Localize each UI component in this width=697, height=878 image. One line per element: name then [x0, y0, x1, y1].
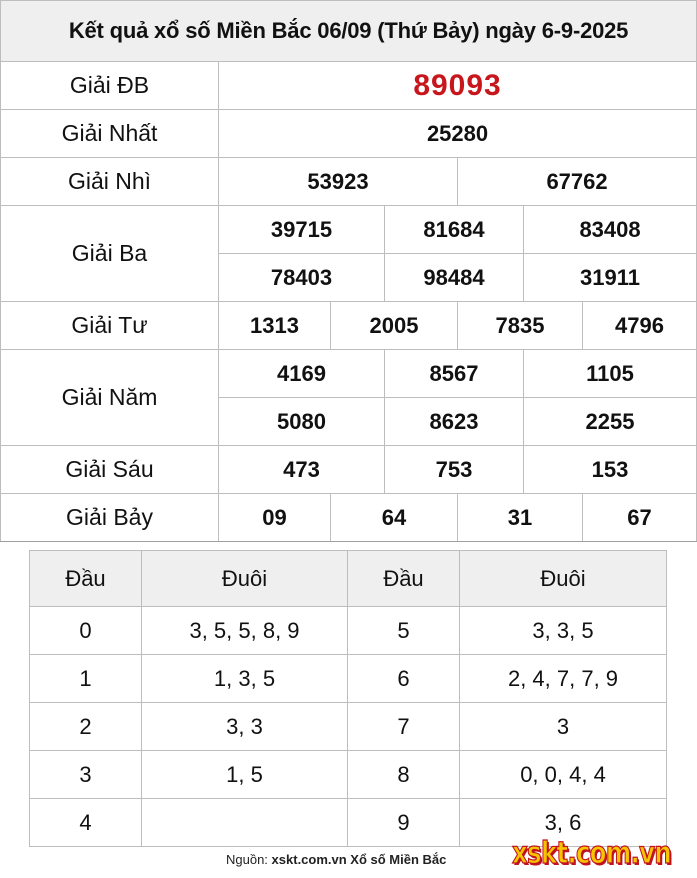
prize-number: 81684 — [385, 206, 524, 254]
prize-number: 753 — [385, 446, 524, 494]
prize-number: 8623 — [385, 398, 524, 446]
loto-row — [30, 607, 667, 655]
column-header-dau: Đầu — [30, 551, 142, 607]
prize-row-bay — [1, 494, 697, 542]
special-prize-number: 89093 — [219, 62, 697, 110]
prize-row-sau — [1, 446, 697, 494]
prize-label-ba: Giải Ba — [1, 206, 219, 302]
loto-row — [30, 751, 667, 799]
prize-number: 5080 — [219, 398, 385, 446]
prize-number: 473 — [219, 446, 385, 494]
duoi-cell: 3, 6 — [460, 799, 667, 847]
prize-number: 67762 — [458, 158, 697, 206]
loto-header-row — [30, 551, 667, 607]
site-logo[interactable]: xskt.com.vn — [512, 836, 671, 871]
column-header-duoi: Đuôi — [142, 551, 348, 607]
prize-label-db: Giải ĐB — [1, 62, 219, 110]
prize-label-nam: Giải Năm — [1, 350, 219, 446]
prize-number: 78403 — [219, 254, 385, 302]
source-credit — [226, 852, 446, 867]
dau-cell: 6 — [348, 655, 460, 703]
prize-number: 2005 — [331, 302, 458, 350]
prize-label-nhat: Giải Nhất — [1, 110, 219, 158]
prize-number: 25280 — [219, 110, 697, 158]
duoi-cell: 3, 3, 5 — [460, 607, 667, 655]
prize-number: 8567 — [385, 350, 524, 398]
dau-cell: 5 — [348, 607, 460, 655]
prize-number: 39715 — [219, 206, 385, 254]
prize-number: 153 — [524, 446, 697, 494]
page-title: Kết quả xổ số Miền Bắc 06/09 (Thứ Bảy) ngày 6-9-2025 — [1, 1, 697, 62]
prize-label-nhi: Giải Nhì — [1, 158, 219, 206]
prize-row-tu — [1, 302, 697, 350]
dau-cell: 1 — [30, 655, 142, 703]
dau-cell: 4 — [30, 799, 142, 847]
dau-cell: 3 — [30, 751, 142, 799]
duoi-cell: 1, 3, 5 — [142, 655, 348, 703]
column-header-dau: Đầu — [348, 551, 460, 607]
column-header-duoi: Đuôi — [460, 551, 667, 607]
prize-row-nam — [1, 350, 697, 398]
prize-number: 4169 — [219, 350, 385, 398]
prize-number: 64 — [331, 494, 458, 542]
duoi-cell: 0, 0, 4, 4 — [460, 751, 667, 799]
prize-number: 2255 — [524, 398, 697, 446]
prize-number: 4796 — [583, 302, 697, 350]
dau-cell: 9 — [348, 799, 460, 847]
prize-label-bay: Giải Bảy — [1, 494, 219, 542]
prize-row-nhat — [1, 110, 697, 158]
prize-label-sau: Giải Sáu — [1, 446, 219, 494]
prize-number: 1105 — [524, 350, 697, 398]
prize-number: 09 — [219, 494, 331, 542]
duoi-cell — [142, 799, 348, 847]
duoi-cell: 3, 5, 5, 8, 9 — [142, 607, 348, 655]
dau-cell: 7 — [348, 703, 460, 751]
loto-row — [30, 655, 667, 703]
duoi-cell: 2, 4, 7, 7, 9 — [460, 655, 667, 703]
prize-row-db — [1, 62, 697, 110]
prize-number: 1313 — [219, 302, 331, 350]
prize-number: 53923 — [219, 158, 458, 206]
prize-label-tu: Giải Tư — [1, 302, 219, 350]
prize-number: 31911 — [524, 254, 697, 302]
prize-number: 67 — [583, 494, 697, 542]
dau-cell: 0 — [30, 607, 142, 655]
prize-number: 98484 — [385, 254, 524, 302]
dau-cell: 2 — [30, 703, 142, 751]
duoi-cell: 1, 5 — [142, 751, 348, 799]
prize-row-nhi — [1, 158, 697, 206]
duoi-cell: 3 — [460, 703, 667, 751]
source-prefix: Nguồn: — [226, 852, 268, 867]
loto-head-tail-table — [29, 550, 667, 847]
dau-cell: 8 — [348, 751, 460, 799]
prize-row-ba — [1, 206, 697, 254]
prize-number: 83408 — [524, 206, 697, 254]
loto-row — [30, 703, 667, 751]
source-link[interactable]: xskt.com.vn Xổ số Miền Bắc — [271, 852, 447, 867]
prize-number: 31 — [458, 494, 583, 542]
prize-number: 7835 — [458, 302, 583, 350]
duoi-cell: 3, 3 — [142, 703, 348, 751]
